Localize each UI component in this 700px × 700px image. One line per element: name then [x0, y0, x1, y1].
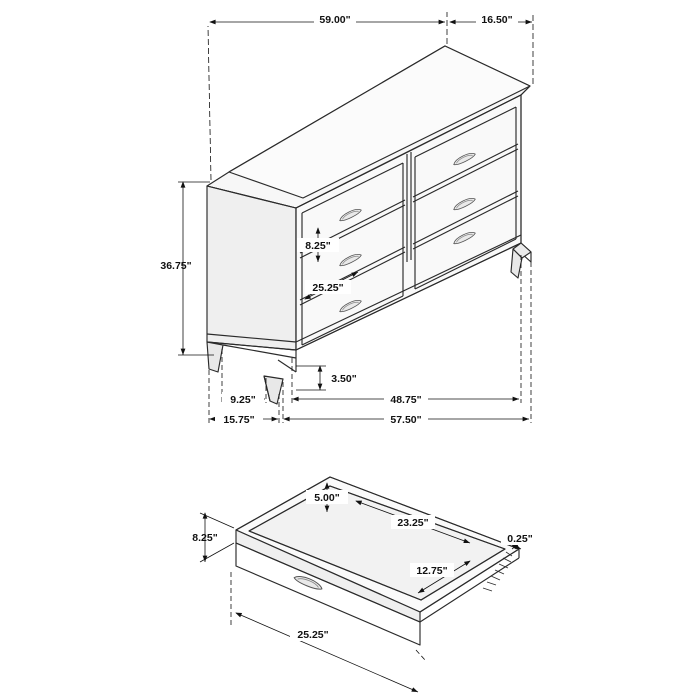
label-foot-inset [222, 392, 264, 406]
label-text: 25.25" [312, 282, 344, 294]
label-text: 8.25" [192, 532, 218, 544]
label-drawer-back-height [306, 490, 348, 504]
label-text: 15.75" [223, 414, 255, 426]
label-drawer-width [305, 280, 351, 294]
label-text: 9.25" [230, 394, 256, 406]
label-drawer-inside-width [391, 515, 435, 529]
label-drawer-side-height [192, 532, 217, 544]
label-case-inner-width [384, 392, 428, 406]
label-drawer-inside-depth [410, 563, 454, 577]
label-foot-height [325, 371, 363, 385]
label-text: 16.50" [481, 14, 513, 26]
drawer-illustration [236, 477, 519, 645]
label-drawer-front-width [290, 627, 336, 641]
label-text: 48.75" [390, 394, 422, 406]
label-overall-height [160, 260, 191, 272]
label-top-depth [476, 12, 518, 26]
label-text: 59.00" [319, 14, 351, 26]
label-drawer-thickness [501, 531, 539, 545]
label-case-outer-width [384, 412, 428, 426]
label-text: 57.50" [390, 414, 422, 426]
label-text: 23.25" [397, 517, 429, 529]
label-text: 0.25" [507, 533, 533, 545]
label-top-width [314, 12, 356, 26]
label-text: 8.25" [305, 240, 331, 252]
label-text: 5.00" [314, 492, 340, 504]
label-text: 3.50" [331, 373, 357, 385]
dresser-illustration [207, 46, 531, 404]
label-text: 25.25" [297, 629, 329, 641]
label-text: 12.75" [416, 565, 448, 577]
label-text: 36.75" [160, 260, 192, 272]
label-foot-span [215, 412, 263, 426]
label-drawer-height [297, 238, 339, 252]
